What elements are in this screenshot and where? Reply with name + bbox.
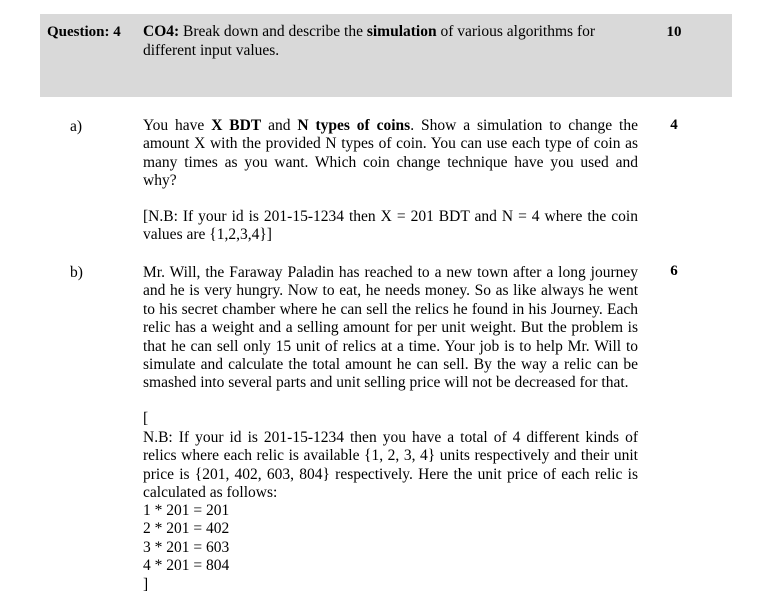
part-a-note: [N.B: If your id is 201-15-1234 then X = 201 BDT and N = 4 where the coin values are {1,2,3,4}] [143,208,638,244]
part-b-label: b) [70,264,83,281]
part-a-text: and [261,117,298,134]
part-a-label: a) [70,118,83,135]
course-outcome-label: CO4: [143,23,180,40]
question-text [143,22,623,60]
part-a-text: . Show a simulation to change the amount X with the provided N types of coin. You can use each type of coin as many times as you want. Which coin change technique have you used and why? [143,117,638,190]
question-marks: 10 [666,24,682,40]
calc-line: 4 * 201 = 804 [143,557,230,575]
question-text-bold: simulation [366,23,437,40]
part-a-text: You have [143,117,212,134]
calc-line: 2 * 201 = 402 [143,520,230,538]
calc-line: 3 * 201 = 603 [143,538,230,556]
calc-line: 1 * 201 = 201 [143,502,230,519]
part-b-open-bracket: [ [143,410,149,427]
part-a-marks: 4 [670,117,678,133]
question-text-part: of various algorithms for different input values. [143,23,596,59]
part-a-question [143,117,638,191]
part-b-marks: 6 [670,263,678,279]
part-b-close-bracket: ] [143,575,149,593]
part-b-note: N.B: If your id is 201-15-1234 then you have a total of 4 different kinds of relics where each relic is available {1, 2, 3, 4} units respectively and their unit price is {201, 402, 603, 804} respectively. Here the unit price of each relic is calculated as follows: [143,429,638,502]
part-b-question: Mr. Will, the Faraway Paladin has reached to a new town after a long journey and he is very hungry. Now to eat, he needs money. So as like always he went to his secret chamber where he can sell the relics he found in his Journey. Each relic has a weight and a selling amount for per unit weight. But the problem is that he can sell only 15 unit of relics at a time. Your job is to help Mr. Will to simulate and calculate the total amount he can sell. By the way a relic can be smashed into several parts and unit selling price will not be decreased for that. [143,264,638,392]
question-text-part: Break down and describe the [179,23,367,40]
part-a-bold: N types of coins [297,117,411,134]
question-label: Question: 4 [47,24,121,40]
part-b-calc-list [143,502,638,594]
part-a-bold: X BDT [211,117,262,134]
